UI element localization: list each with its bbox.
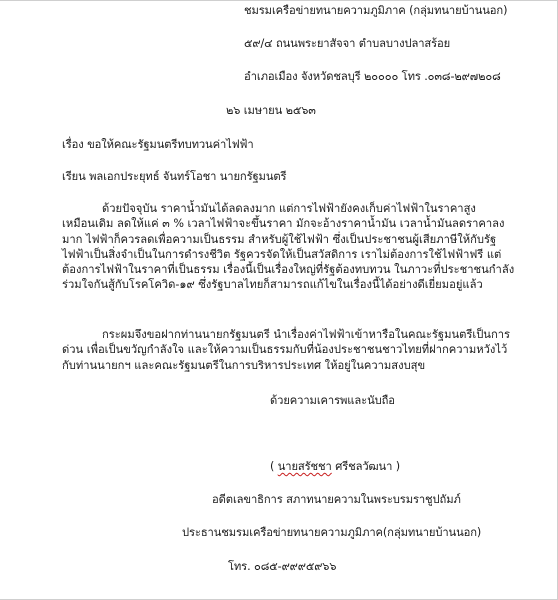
signature-first-name: นายสรัชชา [277, 460, 332, 473]
letter-recipient: เรียน พลเอกประยุทธ์ จันทร์โอชา นายกรัฐมนตรี [62, 170, 287, 183]
body-paragraph-1 [62, 202, 538, 294]
paragraph-line: ด่วน เพื่อเป็นขวัญกำลังใจ และให้ความเป็นธรรมกับที่น้องประชาชนชาวไทยที่ฝากความหวังไว้ [62, 343, 508, 357]
paragraph-line: ร่วมใจกันสู้กับโรคโควิด-๑๙ ซึ่งรัฐบาลไทยก็สามารถแก้ไขในเรื่องนี้ได้อย่างดีเยี่ยมอยู่แล้ว [62, 278, 483, 292]
letter-closing: ด้วยความเคารพและนับถือ [270, 394, 395, 407]
paragraph-line: ต้องการไฟฟ้าในราคาที่เป็นธรรม เรื่องนี้เป็นเรื่องใหญ่ที่รัฐต้องทบทวน ในภาวะที่ประชาชนกำลัง [62, 263, 515, 277]
signature-name [270, 460, 400, 474]
paragraph-line: เหมือนเดิม ลดให้แค่ ๓ % เวลาไฟฟ้าจะขึ้นราคา มักจะอ้างราคาน้ำมัน เวลาน้ำมันลดราคาลง [62, 217, 505, 231]
paragraph-line: กระผมจึงขอฝากท่านนายกรัฐมนตรี นำเรื่องค่าไฟฟ้าเข้าหารือในคณะรัฐมนตรีเป็นการ [102, 328, 511, 341]
signature-last-name: ศรีชลวัฒนา ) [331, 460, 400, 473]
letter-subject: เรื่อง ขอให้คณะรัฐมนตรีทบทวนค่าไฟฟ้า [62, 138, 254, 151]
paragraph-line: กับท่านนายกฯ และคณะรัฐมนตรีในการบริหารประเทศ ให้อยู่ในความสงบสุข [62, 358, 426, 372]
letter-date: ๒๖ เมษายน ๒๕๖๓ [226, 104, 316, 117]
signature-telephone: โทร. ๐๘๕-๙๙๙๕๙๖๖ [228, 560, 337, 573]
letterhead-address-line1: ๕๙/๔ ถนนพระยาสัจจา ตำบลบางปลาสร้อย [244, 37, 451, 50]
paragraph-line: มาก ไฟฟ้าก็ควรลดเพื่อความเป็นธรรม สำหรับผู้ใช้ไฟฟ้า ซึ่งเป็นประชาชนผู้เสียภาษีให้กับรัฐ [62, 232, 497, 246]
signature-paren-open: ( [270, 460, 278, 473]
letterhead-organization: ชมรมเครือข่ายทนายความภูมิภาค (กลุ่มทนายบ้านนอก) [244, 4, 508, 17]
signature-position-2: ประธานชมรมเครือข่ายทนายความภูมิภาค(กลุ่มทนายบ้านนอก) [182, 526, 482, 539]
page-border-top [0, 0, 558, 1]
letterhead-address-line2: อำเภอเมือง จังหวัดชลบุรี ๒๐๐๐๐ โทร .๐๓๘-๒๙๗๒๐๘ [244, 70, 501, 83]
body-paragraph-2 [62, 328, 538, 374]
paragraph-line: ไฟฟ้าเป็นสิ่งจำเป็นในการดำรงชีวิต รัฐควรจัดให้เป็นสวัสดิการ เราไม่ต้องการใช้ไฟฟ้าฟรี แต่ [62, 247, 502, 261]
signature-position-1: อดีตเลขาธิการ สภาทนายความในพระบรมราชูปถัมภ์ [212, 493, 461, 506]
paragraph-line: ด้วยปัจจุบัน ราคาน้ำมันได้ลดลงมาก แต่การไฟฟ้ายังคงเก็บค่าไฟฟ้าในราคาสูง [102, 202, 476, 215]
